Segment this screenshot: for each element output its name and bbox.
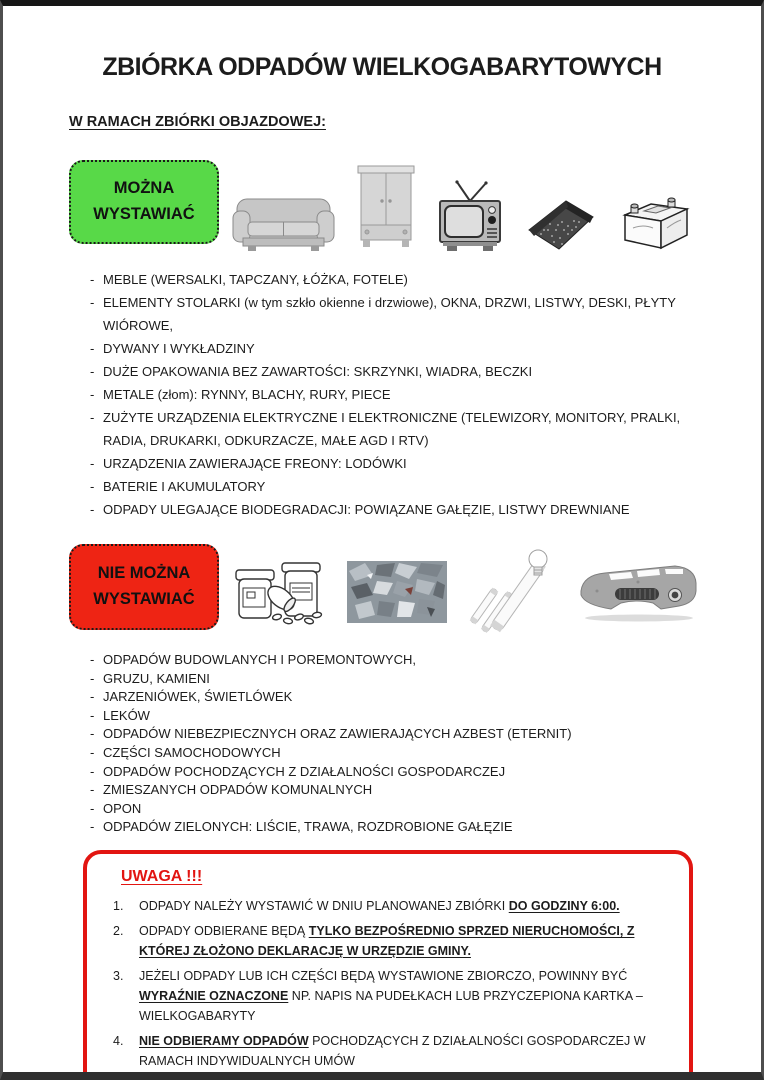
list-item: - ODPADÓW NIEBEZPIECZNYCH ORAZ ZAWIERAJĄCYCH AZBEST (ETERNIT) xyxy=(89,725,689,744)
sofa-icon xyxy=(231,194,336,252)
list-item: - ZMIESZANYCH ODPADÓW KOMUNALNYCH xyxy=(89,781,689,800)
notice-item-text: JEŻELI ODPADY LUB ICH CZĘŚCI BĘDĄ WYSTAWIONE ZBIORCZO, POWINNY BYĆ WYRAŹNIE OZNACZONE NP. NAPIS NA PUDEŁKACH LUB PRZYCZEPIONA KARTKA – WIELKOGABARYTY xyxy=(139,969,643,1023)
notice-item-text: NIE ODBIERAMY ODPADÓW POCHODZĄCYCH Z DZIAŁALNOŚCI GOSPODARCZEJ W RAMACH INDYWIDUALNYCH UMÓW xyxy=(139,1034,646,1068)
notice-item-number: 2. xyxy=(113,924,124,938)
list-item: - ZUŻYTE URZĄDZENIA ELEKTRYCZNE I ELEKTRONICZNE (TELEWIZORY, MONITORY, PRALKI, RADIA, DRUKARKI, ODKURZACZE, MAŁE AGD I RTV) xyxy=(89,406,689,452)
list-item: - GRUZU, KAMIENI xyxy=(89,670,689,689)
not-allowed-icons-row xyxy=(233,540,701,644)
notice-item xyxy=(109,1031,671,1071)
list-item: - LEKÓW xyxy=(89,707,689,726)
notice-item xyxy=(109,921,671,961)
rubble-photo xyxy=(347,561,447,623)
notice-box xyxy=(83,850,693,1080)
not-allowed-badge xyxy=(69,544,219,630)
wardrobe-icon xyxy=(357,164,415,252)
list-item: - DYWANY I WYKŁADZINY xyxy=(89,337,689,360)
list-item: - DUŻE OPAKOWANIA BEZ ZAWARTOŚCI: SKRZYNKI, WIADRA, BECZKI xyxy=(89,360,689,383)
notice-item-number: 4. xyxy=(113,1034,124,1048)
medicine-jars-icon xyxy=(233,558,325,626)
carpet-icon xyxy=(524,194,596,252)
notice-item-text: ODPADY NALEŻY WYSTAWIĆ W DNIU PLANOWANEJ ZBIÓRKI DO GODZINY 6:00. xyxy=(139,899,620,913)
list-item: - ELEMENTY STOLARKI (w tym szkło okienne i drzwiowe), OKNA, DRZWI, LISTWY, DESKI, PŁYTY WIÓROWE, xyxy=(89,291,689,337)
not-allowed-items-list xyxy=(89,651,689,837)
allowed-badge-label: MOŻNA WYSTAWIAĆ xyxy=(93,179,195,223)
list-item: - OPON xyxy=(89,800,689,819)
list-item: - ODPADÓW POCHODZĄCYCH Z DZIAŁALNOŚCI GOSPODARCZEJ xyxy=(89,763,689,782)
not-allowed-badge-label: NIE MOŻNA WYSTAWIAĆ xyxy=(93,564,195,608)
notice-title: UWAGA !!! xyxy=(121,868,203,885)
notice-item-number: 1. xyxy=(113,899,124,913)
crt-tv-icon xyxy=(437,180,503,252)
list-item: - URZĄDZENIA ZAWIERAJĄCE FREONY: LODÓWKI xyxy=(89,452,689,475)
notice-item xyxy=(109,966,671,1026)
notice-item xyxy=(109,896,671,916)
list-item: - METALE (złom): RYNNY, BLACHY, RURY, PIECE xyxy=(89,383,689,406)
allowed-items-list xyxy=(89,268,689,521)
list-item: - CZĘŚCI SAMOCHODOWYCH xyxy=(89,744,689,763)
list-item: - BATERIE I AKUMULATORY xyxy=(89,475,689,498)
allowed-icons-row xyxy=(231,160,693,252)
car-bumper-icon xyxy=(575,561,701,623)
page-title: ZBIÓRKA ODPADÓW WIELKOGABARYTOWYCH xyxy=(102,52,662,81)
fluorescent-tubes-icon xyxy=(469,544,553,640)
section-heading: W RAMACH ZBIÓRKI OBJAZDOWEJ: xyxy=(69,114,326,130)
list-item: - ODPADÓW BUDOWLANYCH I POREMONTOWYCH, xyxy=(89,651,689,670)
list-item: - JARZENIÓWEK, ŚWIETLÓWEK xyxy=(89,688,689,707)
list-item: - MEBLE (WERSALKI, TAPCZANY, ŁÓŻKA, FOTELE) xyxy=(89,268,689,291)
allowed-badge xyxy=(69,160,219,244)
list-item: - ODPADÓW ZIELONYCH: LIŚCIE, TRAWA, ROZDROBIONE GAŁĘZIE xyxy=(89,818,689,837)
list-item: - ODPADY ULEGAJĄCE BIODEGRADACJI: POWIĄZANE GAŁĘZIE, LISTWY DREWNIANE xyxy=(89,498,689,521)
notice-item-text: ODPADY ODBIERANE BĘDĄ TYLKO BEZPOŚREDNIO SPRZED NIERUCHOMOŚCI, Z KTÓREJ ZŁOŻONO DEKLARACJĘ W URZĘDZIE GMINY. xyxy=(139,924,635,958)
notice-item-number: 3. xyxy=(113,969,124,983)
notice-list xyxy=(109,896,671,1071)
car-battery-icon xyxy=(617,194,693,252)
